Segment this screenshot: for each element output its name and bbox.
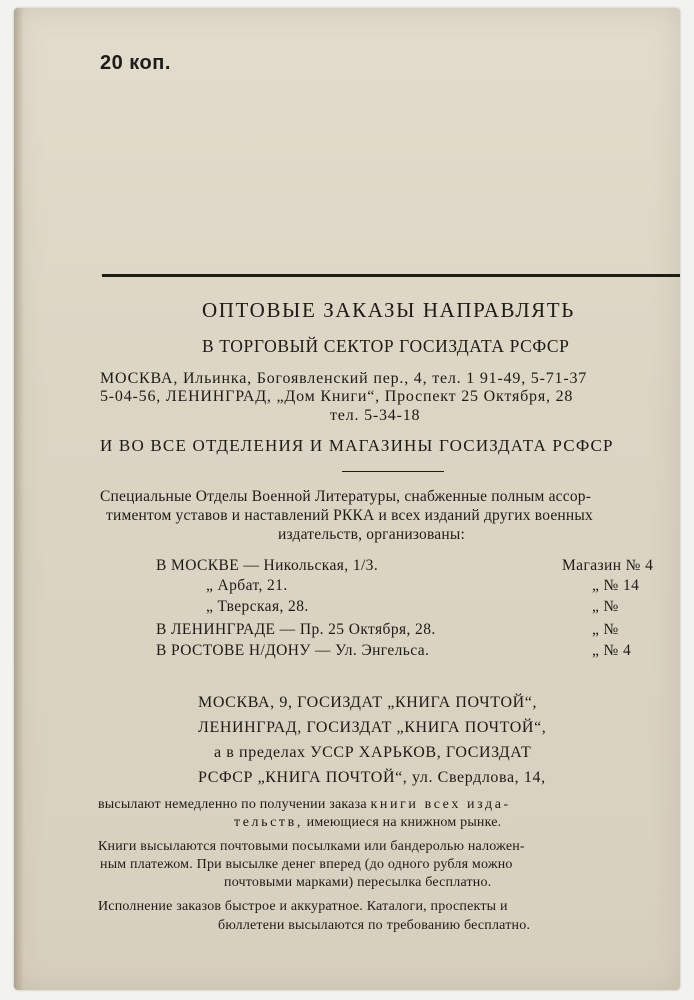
- price-label: 20 коп.: [100, 52, 171, 74]
- special-departments-text: издательств, организованы:: [278, 526, 465, 543]
- postal-paragraph-line: ным платежом. При высылке денег вперед (до одного рубля можно: [100, 857, 513, 872]
- mail-order-line: МОСКВА, 9, ГОСИЗДАТ „КНИГА ПОЧТОЙ“,: [198, 694, 538, 711]
- short-divider: [342, 471, 444, 472]
- heading-wholesale-orders: ОПТОВЫЕ ЗАКАЗЫ НАПРАВЛЯТЬ: [202, 298, 575, 322]
- address-line: МОСКВА, Ильинка, Богоявленский пер., 4, тел. 1 91-49, 5-71-37: [100, 370, 588, 387]
- store-number: „ № 14: [592, 577, 640, 594]
- postal-paragraph-line: почтовыми марками) пересылка бесплатно.: [224, 875, 492, 890]
- shipping-text-spaced: книги всех изда-: [370, 797, 511, 812]
- shipping-paragraph-line: [98, 797, 511, 813]
- store-address: В ЛЕНИНГРАДЕ — Пр. 25 Октября, 28.: [156, 621, 436, 638]
- shipping-text: высылают немедленно по получении заказа: [98, 797, 367, 812]
- special-departments-text: тиментом уставов и наставлений РККА и всех изданий других военных: [106, 507, 593, 524]
- booklet-back-cover: [14, 8, 680, 990]
- postal-paragraph-line: Книги высылаются почтовыми посылками или бандеролью наложен-: [98, 839, 525, 854]
- mail-order-line: ЛЕНИНГРАД, ГОСИЗДАТ „КНИГА ПОЧТОЙ“,: [198, 719, 547, 736]
- shipping-text: имеющиеся на книжном рынке.: [306, 815, 502, 830]
- shipping-paragraph-line: [234, 815, 501, 831]
- all-branches-line: И ВО ВСЕ ОТДЕЛЕНИЯ И МАГАЗИНЫ ГОСИЗДАТА РСФСР: [100, 436, 614, 455]
- store-address: В МОСКВЕ — Никольская, 1/3.: [156, 557, 379, 574]
- store-address: „ Тверская, 28.: [206, 598, 309, 615]
- store-address: „ Арбат, 21.: [206, 577, 288, 594]
- address-line: 5-04-56, ЛЕНИНГРАД, „Дом Книги“, Проспект 25 Октября, 28: [100, 388, 574, 405]
- catalog-paragraph-line: Исполнение заказов быстрое и аккуратное. Каталоги, проспекты и: [98, 899, 508, 914]
- store-number: „ № 4: [592, 642, 632, 659]
- mail-order-line: а в пределах УССР ХАРЬКОВ, ГОСИЗДАТ: [214, 744, 532, 761]
- address-line: тел. 5-34-18: [330, 407, 421, 424]
- heading-trade-sector: В ТОРГОВЫЙ СЕКТОР ГОСИЗДАТА РСФСР: [202, 336, 570, 356]
- catalog-paragraph-line: бюллетени высылаются по требованию бесплатно.: [218, 918, 531, 933]
- store-number: Магазин № 4: [562, 557, 654, 574]
- shipping-text-spaced: тельств,: [234, 815, 303, 830]
- store-number: „ №: [592, 598, 619, 615]
- mail-order-line: РСФСР „КНИГА ПОЧТОЙ“, ул. Свердлова, 14,: [198, 769, 546, 786]
- store-number: „ №: [592, 621, 619, 638]
- store-address: В РОСТОВЕ Н/ДОНУ — Ул. Энгельса.: [156, 642, 430, 659]
- horizontal-rule: [102, 274, 680, 277]
- special-departments-text: Специальные Отделы Военной Литературы, снабженные полным ассор-: [100, 488, 592, 505]
- page-edge-shadow: [14, 8, 24, 990]
